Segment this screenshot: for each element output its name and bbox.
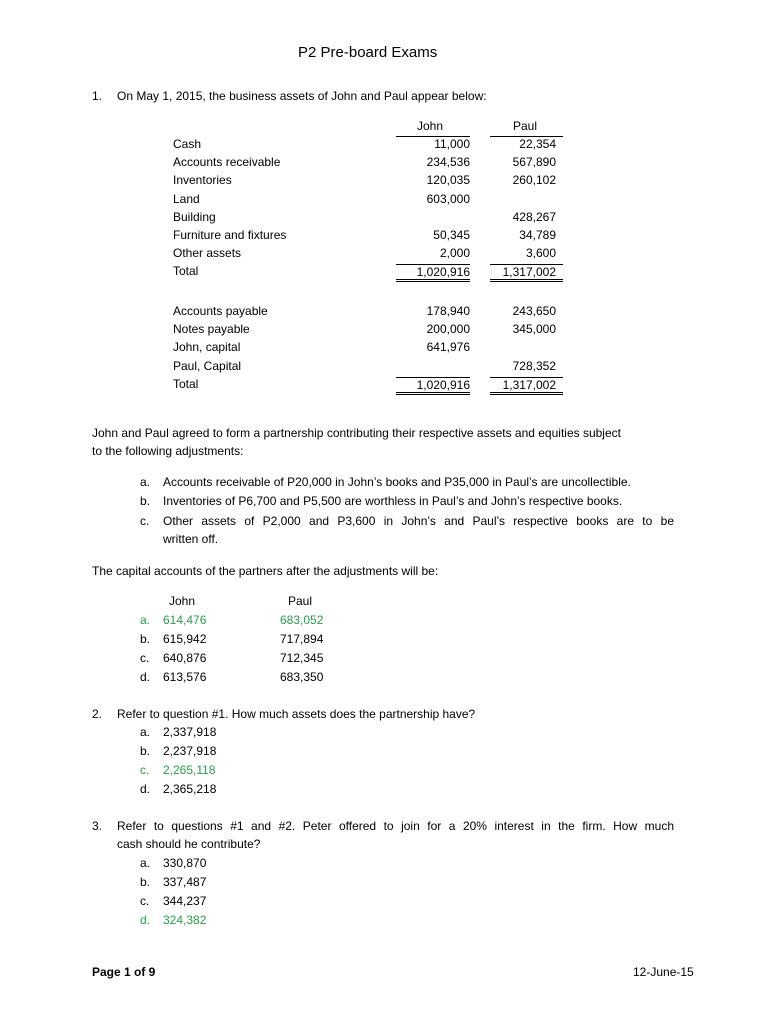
table-row-label: Total [173,264,199,279]
q2-text: Refer to question #1. How much assets does the partnership have? [117,707,476,721]
table-row-label: Total [173,376,199,391]
q1-paragraph-line2: to the following adjustments: [92,444,244,458]
adjustment-text: Accounts receivable of P20,000 in John’s books and P35,000 in Paul’s are uncollectible. [163,475,631,489]
table-row-label: Paul, Capital [173,358,242,373]
q2-number: 2. [92,707,103,721]
table-row-label: Other assets [173,246,242,261]
table-cell-paul: 3,600 [525,246,556,261]
adjustment-text: Inventories of P6,700 and P5,500 are worthless in Paul’s and John’s respective books. [163,494,623,508]
table-cell-paul: 567,890 [512,155,556,170]
adjustment-letter: a. [140,475,151,489]
table-row-label: Accounts payable [173,304,268,318]
choice-john-value: 613,576 [163,670,207,684]
page-title: P2 Pre-board Exams [298,44,438,61]
choice-letter: b. [140,875,151,889]
table-cell-paul: 1,317,002 [490,377,563,395]
choice-value: 2,365,218 [163,782,217,796]
table-row-label: Cash [173,137,202,151]
table-cell-paul: 728,352 [512,358,556,373]
header-paul: Paul [513,119,538,133]
adjustment-letter: c. [140,514,150,528]
table-cell-paul: 428,267 [512,209,556,224]
choice-letter: a. [140,856,151,870]
choice-letter: c. [140,894,150,908]
table-cell-paul: 243,650 [512,304,556,318]
choice-header-paul: Paul [288,594,313,608]
table-row-label: Notes payable [173,322,250,337]
q1-question: The capital accounts of the partners after the adjustments will be: [92,564,439,578]
adjustment-text-cont: written off. [163,532,219,546]
choice-value: 2,265,118 [163,763,216,777]
adjustment-text: Other assets of P2,000 and P3,600 in John’s and Paul’s respective books are to be [163,514,674,528]
choice-letter: b. [140,632,151,646]
q3-number: 3. [92,819,103,833]
table-cell-paul: 22,354 [519,137,556,151]
footer-page-number: Page 1 of 9 [92,965,156,979]
q1-number: 1. [92,89,103,103]
table-cell-john: 603,000 [426,191,470,206]
table-row-label: Land [173,191,200,206]
table-cell-john: 120,035 [426,173,470,188]
q1-intro: On May 1, 2015, the business assets of John and Paul appear below: [117,89,487,103]
table-cell-paul: 1,317,002 [490,264,563,282]
choice-letter: b. [140,744,151,758]
choice-letter: d. [140,913,151,927]
choice-value: 337,487 [163,875,207,889]
table-cell-john: 50,345 [433,228,470,242]
choice-letter: a. [140,613,151,627]
choice-letter: d. [140,782,151,796]
table-cell-john: 641,976 [426,340,470,355]
choice-value: 344,237 [163,894,207,908]
choice-john-value: 614,476 [163,613,207,627]
footer-date: 12-June-15 [633,965,694,979]
table-row-label: Furniture and fixtures [173,228,287,242]
header-john: John [417,119,444,133]
table-row-label: Building [173,209,216,224]
q1-paragraph-line1: John and Paul agreed to form a partnership contributing their respective assets and equities subject [92,426,621,440]
choice-paul-value: 683,052 [280,613,324,627]
choice-paul-value: 712,345 [280,651,324,665]
choice-john-value: 640,876 [163,651,207,665]
choice-paul-value: 717,894 [280,632,324,646]
adjustment-letter: b. [140,494,151,508]
choice-john-value: 615,942 [163,632,207,646]
q3-text-cont: cash should he contribute? [117,837,261,851]
table-cell-john: 2,000 [439,246,470,261]
table-cell-paul: 34,789 [519,228,556,242]
table-cell-paul: 260,102 [512,173,556,188]
table-row-label: Accounts receivable [173,155,281,170]
choice-value: 2,237,918 [163,744,217,758]
table-cell-john: 234,536 [426,155,470,170]
table-row-label: Inventories [173,173,232,188]
table-cell-john: 1,020,916 [396,264,470,282]
choice-letter: c. [140,651,150,665]
q3-text: Refer to questions #1 and #2. Peter offered to join for a 20% interest in the firm. How much [117,819,674,833]
table-cell-john: 178,940 [426,304,470,318]
table-cell-john: 11,000 [434,137,470,151]
choice-value: 2,337,918 [163,725,217,739]
table-row-label: John, capital [173,340,241,355]
choice-header-john: John [169,594,196,608]
table-cell-paul: 345,000 [512,322,556,337]
table-cell-john: 1,020,916 [396,377,470,395]
choice-letter: a. [140,725,151,739]
choice-value: 330,870 [163,856,207,870]
choice-paul-value: 683,350 [280,670,324,684]
choice-letter: d. [140,670,151,684]
choice-value: 324,382 [163,913,207,927]
table-cell-john: 200,000 [426,322,470,337]
choice-letter: c. [140,763,150,777]
